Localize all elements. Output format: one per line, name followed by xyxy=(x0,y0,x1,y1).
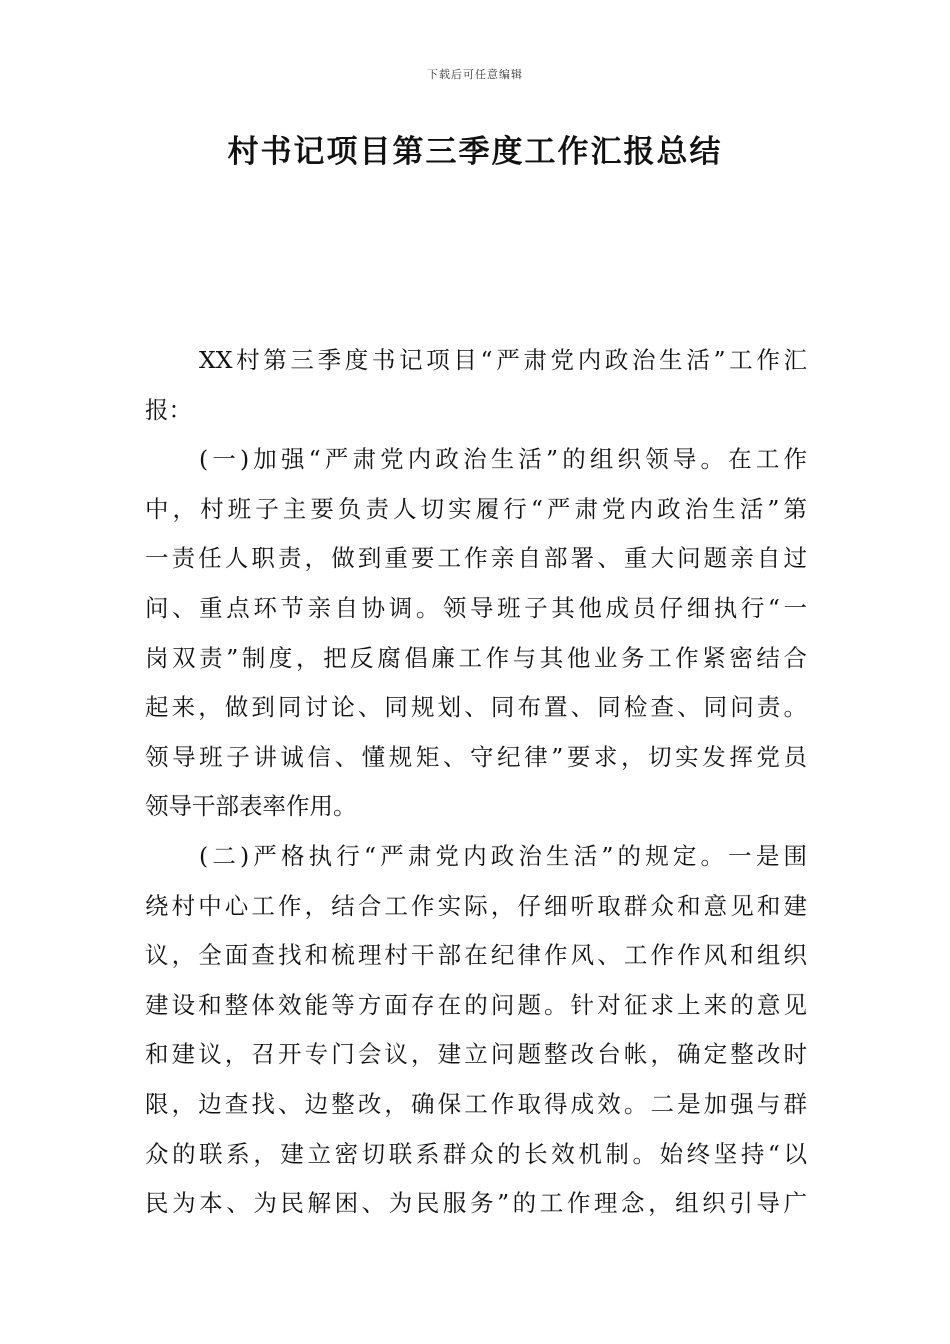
body-text-line: 限，边查找、边整改，确保工作取得成效。二是加强与群 xyxy=(145,1089,807,1118)
body-text-line: 议，全面查找和梳理村干部在纪律作风、工作作风和组织 xyxy=(145,941,807,970)
body-text-line: 建设和整体效能等方面存在的问题。针对征求上来的意见 xyxy=(145,990,807,1019)
document-body xyxy=(145,336,807,1229)
body-text-line: 领导干部表率作用。 xyxy=(145,792,357,821)
body-text-line: 岗双责”制度，把反腐倡廉工作与其他业务工作紧密结合 xyxy=(145,643,807,672)
document-title: 村书记项目第三季度工作汇报总结 xyxy=(227,134,723,170)
body-text-line: 众的联系，建立密切联系群众的长效机制。始终坚持“以 xyxy=(145,1139,807,1168)
body-text-line: (一)加强“严肃党内政治生活”的组织领导。在工作 xyxy=(199,445,807,474)
body-text-line: 问、重点环节亲自协调。领导班子其他成员仔细执行“一 xyxy=(145,593,807,622)
header-note: 下载后可任意编辑 xyxy=(427,68,523,81)
body-text-line: 一责任人职责，做到重要工作亲自部署、重大问题亲自过 xyxy=(145,544,807,573)
body-text-line: 领导班子讲诚信、懂规矩、守纪律”要求，切实发挥党员 xyxy=(145,742,807,771)
body-text-line: 和建议，召开专门会议，建立问题整改台帐，确定整改时 xyxy=(145,1040,807,1069)
body-text-line: XX村第三季度书记项目“严肃党内政治生活”工作汇 xyxy=(199,346,807,374)
body-text-line: 起来，做到同讨论、同规划、同布置、同检查、同问责。 xyxy=(145,693,807,722)
body-text-line: 中，村班子主要负责人切实履行“严肃党内政治生活”第 xyxy=(145,494,807,523)
body-text-line: 报： xyxy=(145,395,192,424)
body-text-line: (二)严格执行“严肃党内政治生活”的规定。一是围 xyxy=(199,841,807,870)
body-text-line: 民为本、为民解困、为民服务”的工作理念，组织引导广 xyxy=(145,1189,807,1218)
body-text-line: 绕村中心工作，结合工作实际，仔细听取群众和意见和建 xyxy=(145,891,807,920)
